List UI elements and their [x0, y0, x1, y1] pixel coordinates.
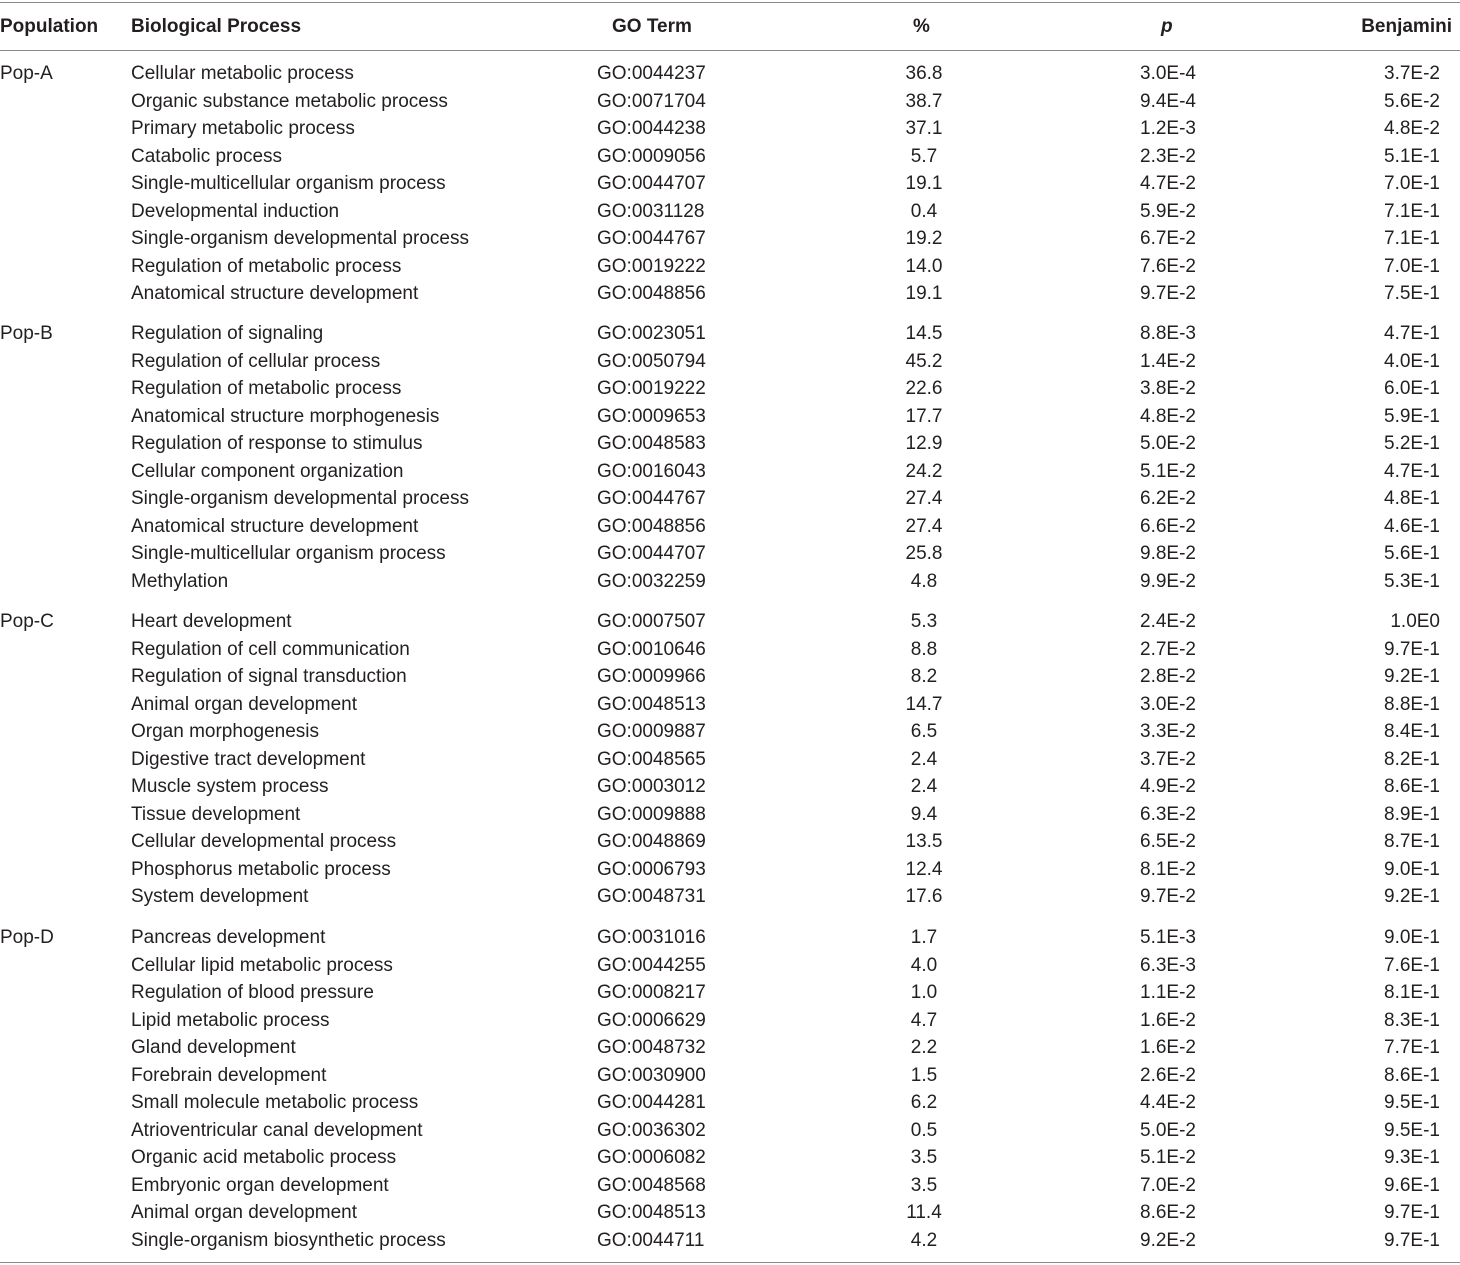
- benjamini-cell: 4.8E-2: [1384, 118, 1440, 139]
- benjamini-cell: 8.6E-1: [1384, 776, 1440, 797]
- table-row: [0, 718, 1460, 746]
- percent-cell: 27.4: [905, 515, 943, 537]
- header-biological-process: Biological Process: [131, 16, 302, 37]
- go-term-cell: GO:0007507: [597, 611, 706, 632]
- go-term-cell: GO:0023051: [597, 323, 706, 344]
- p-value-cell: 8.6E-2: [1140, 1202, 1196, 1223]
- go-term-cell: GO:0009966: [597, 666, 706, 687]
- go-term-cell: GO:0048583: [597, 433, 706, 454]
- benjamini-cell: 7.1E-1: [1384, 228, 1440, 249]
- go-term-cell: GO:0048565: [597, 748, 706, 770]
- table-row: [0, 115, 1460, 143]
- percent-cell: 14.7: [905, 693, 943, 715]
- benjamini-cell: 9.5E-1: [1384, 1092, 1440, 1113]
- biological-process-cell: Regulation of blood pressure: [131, 982, 374, 1003]
- percent-cell: 0.4: [910, 200, 938, 222]
- p-value-cell: 6.3E-2: [1140, 803, 1196, 825]
- biological-process-cell: Anatomical structure morphogenesis: [131, 405, 440, 427]
- p-value-cell: 3.8E-2: [1140, 378, 1196, 399]
- benjamini-cell: 9.5E-1: [1384, 1119, 1440, 1141]
- biological-process-cell: Cellular metabolic process: [131, 63, 354, 84]
- table-row: [0, 691, 1460, 719]
- population-group: [0, 924, 1460, 1254]
- p-value-cell: 3.7E-2: [1140, 748, 1196, 770]
- table-row: [0, 253, 1460, 281]
- table-row: [0, 348, 1460, 376]
- percent-cell: 1.7: [910, 927, 938, 948]
- go-term-cell: GO:0048731: [597, 886, 706, 907]
- table-row: [0, 60, 1460, 88]
- benjamini-cell: 5.6E-2: [1384, 90, 1440, 112]
- population-cell: Pop-B: [0, 323, 53, 344]
- percent-cell: 11.4: [906, 1202, 942, 1223]
- p-value-cell: 1.2E-3: [1140, 118, 1196, 139]
- percent-cell: 38.7: [905, 90, 943, 112]
- p-value-cell: 4.8E-2: [1140, 405, 1196, 427]
- p-value-cell: 6.5E-2: [1140, 831, 1196, 852]
- percent-cell: 8.8: [910, 638, 938, 660]
- table-row: [0, 458, 1460, 486]
- table-row: [0, 143, 1460, 171]
- biological-process-cell: Animal organ development: [131, 693, 358, 715]
- biological-process-cell: Digestive tract development: [131, 748, 366, 770]
- go-term-cell: GO:0016043: [597, 460, 706, 482]
- population-cell: Pop-A: [0, 63, 53, 84]
- benjamini-cell: 7.0E-1: [1384, 255, 1440, 277]
- percent-cell: 4.2: [910, 1229, 938, 1251]
- benjamini-cell: 8.2E-1: [1384, 748, 1440, 770]
- percent-cell: 5.3: [910, 611, 938, 632]
- benjamini-cell: 3.7E-2: [1384, 63, 1440, 84]
- percent-cell: 17.7: [905, 405, 943, 427]
- go-term-cell: GO:0048513: [597, 693, 706, 715]
- percent-cell: 14.5: [905, 323, 943, 344]
- header-benjamini: Benjamini: [1361, 16, 1452, 37]
- p-value-cell: 3.0E-4: [1140, 63, 1196, 84]
- p-value-cell: 1.1E-2: [1140, 982, 1196, 1003]
- percent-cell: 0.5: [910, 1119, 938, 1141]
- go-term-cell: GO:0009056: [597, 145, 706, 167]
- p-value-cell: 2.6E-2: [1140, 1064, 1196, 1086]
- table-row: [0, 225, 1460, 253]
- population-cell: Pop-C: [0, 611, 54, 632]
- percent-cell: 6.2: [910, 1092, 938, 1113]
- population-group: [0, 320, 1460, 595]
- biological-process-cell: Organic substance metabolic process: [131, 90, 448, 112]
- benjamini-cell: 7.5E-1: [1384, 283, 1440, 304]
- biological-process-cell: Organ morphogenesis: [131, 721, 319, 742]
- percent-cell: 12.4: [905, 858, 943, 880]
- table-bottom-rule: [0, 1262, 1460, 1263]
- p-value-cell: 5.9E-2: [1140, 200, 1196, 222]
- percent-cell: 4.7: [910, 1009, 938, 1031]
- go-term-cell: GO:0019222: [597, 378, 706, 399]
- go-term-cell: GO:0071704: [597, 90, 706, 112]
- biological-process-cell: Anatomical structure development: [131, 283, 419, 304]
- biological-process-cell: Single-organism developmental process: [131, 488, 469, 509]
- table-row: [0, 746, 1460, 774]
- go-term-cell: GO:0031128: [597, 200, 705, 222]
- benjamini-cell: 9.2E-1: [1384, 886, 1440, 907]
- percent-cell: 1.0: [910, 982, 938, 1003]
- table-row: [0, 773, 1460, 801]
- biological-process-cell: Phosphorus metabolic process: [131, 858, 391, 880]
- go-term-cell: GO:0048513: [597, 1202, 706, 1223]
- go-term-cell: GO:0044707: [597, 543, 706, 564]
- percent-cell: 6.5: [910, 721, 938, 742]
- go-term-cell: GO:0048732: [597, 1037, 706, 1058]
- biological-process-cell: Atrioventricular canal development: [131, 1119, 423, 1141]
- biological-process-cell: Embryonic organ development: [131, 1174, 389, 1196]
- biological-process-cell: Cellular component organization: [131, 460, 404, 482]
- go-term-cell: GO:0048869: [597, 831, 706, 852]
- percent-cell: 13.5: [905, 831, 943, 852]
- benjamini-cell: 8.7E-1: [1384, 831, 1440, 852]
- benjamini-cell: 8.9E-1: [1384, 803, 1440, 825]
- benjamini-cell: 9.0E-1: [1384, 927, 1440, 948]
- go-term-cell: GO:0008217: [597, 982, 706, 1003]
- table-row: [0, 485, 1460, 513]
- p-value-cell: 3.3E-2: [1140, 721, 1196, 742]
- percent-cell: 12.9: [905, 433, 943, 454]
- table-row: [0, 88, 1460, 116]
- table-row: [0, 1199, 1460, 1227]
- benjamini-cell: 6.0E-1: [1384, 378, 1440, 399]
- biological-process-cell: Regulation of metabolic process: [131, 255, 402, 277]
- benjamini-cell: 4.7E-1: [1384, 460, 1440, 482]
- p-value-cell: 9.9E-2: [1140, 570, 1196, 592]
- go-term-cell: GO:0031016: [597, 927, 706, 948]
- table-row: [0, 403, 1460, 431]
- p-value-cell: 6.7E-2: [1140, 228, 1196, 249]
- benjamini-cell: 8.3E-1: [1384, 1009, 1440, 1031]
- benjamini-cell: 5.3E-1: [1384, 570, 1440, 592]
- go-term-cell: GO:0009888: [597, 803, 706, 825]
- percent-cell: 5.7: [910, 145, 938, 167]
- go-term-cell: GO:0044711: [597, 1229, 705, 1251]
- percent-cell: 9.4: [910, 803, 938, 825]
- benjamini-cell: 8.8E-1: [1384, 693, 1440, 715]
- p-value-cell: 8.1E-2: [1140, 858, 1196, 880]
- biological-process-cell: Regulation of cell communication: [131, 638, 410, 660]
- table-row: [0, 568, 1460, 596]
- benjamini-cell: 5.1E-1: [1384, 145, 1440, 167]
- header-rule: [0, 50, 1460, 51]
- table-row: [0, 513, 1460, 541]
- biological-process-cell: Gland development: [131, 1037, 296, 1058]
- percent-cell: 8.2: [910, 666, 938, 687]
- table-row: [0, 1089, 1460, 1117]
- table-row: [0, 663, 1460, 691]
- biological-process-cell: Pancreas development: [131, 927, 326, 948]
- p-value-cell: 9.7E-2: [1140, 283, 1196, 304]
- biological-process-cell: Primary metabolic process: [131, 118, 355, 139]
- p-value-cell: 2.7E-2: [1140, 638, 1196, 660]
- percent-cell: 37.1: [905, 118, 943, 139]
- table-row: [0, 430, 1460, 458]
- biological-process-cell: Forebrain development: [131, 1064, 327, 1086]
- p-value-cell: 9.7E-2: [1140, 886, 1196, 907]
- biological-process-cell: Regulation of metabolic process: [131, 378, 402, 399]
- p-value-cell: 9.2E-2: [1140, 1229, 1196, 1251]
- biological-process-cell: Single-multicellular organism process: [131, 543, 446, 564]
- table-row: [0, 170, 1460, 198]
- table-row: [0, 979, 1460, 1007]
- table-row: [0, 320, 1460, 348]
- benjamini-cell: 1.0E0: [1390, 611, 1440, 632]
- p-value-cell: 5.1E-3: [1140, 927, 1196, 948]
- p-value-cell: 1.4E-2: [1140, 350, 1196, 372]
- go-term-cell: GO:0019222: [597, 255, 706, 277]
- biological-process-cell: Catabolic process: [131, 145, 283, 167]
- go-term-cell: GO:0006629: [597, 1009, 706, 1031]
- table-row: [0, 636, 1460, 664]
- go-term-cell: GO:0030900: [597, 1064, 706, 1086]
- table-row: [0, 375, 1460, 403]
- table-row: [0, 856, 1460, 884]
- biological-process-cell: Regulation of cellular process: [131, 350, 381, 372]
- benjamini-cell: 4.7E-1: [1384, 323, 1440, 344]
- go-term-cell: GO:0003012: [597, 776, 706, 797]
- benjamini-cell: 5.9E-1: [1384, 405, 1440, 427]
- benjamini-cell: 7.1E-1: [1384, 200, 1440, 222]
- benjamini-cell: 8.1E-1: [1384, 982, 1440, 1003]
- biological-process-cell: Single-organism biosynthetic process: [131, 1229, 446, 1251]
- p-value-cell: 1.6E-2: [1140, 1037, 1196, 1058]
- benjamini-cell: 5.6E-1: [1384, 543, 1440, 564]
- go-term-cell: GO:0044255: [597, 954, 706, 976]
- table-row: [0, 1227, 1460, 1255]
- biological-process-cell: Tissue development: [131, 803, 301, 825]
- biological-process-cell: Anatomical structure development: [131, 515, 419, 537]
- benjamini-cell: 7.7E-1: [1384, 1037, 1440, 1058]
- benjamini-cell: 5.2E-1: [1384, 433, 1440, 454]
- go-term-cell: GO:0032259: [597, 570, 706, 592]
- table-row: [0, 924, 1460, 952]
- percent-cell: 1.5: [910, 1064, 938, 1086]
- benjamini-cell: 4.8E-1: [1384, 488, 1440, 509]
- biological-process-cell: Single-organism developmental process: [131, 228, 469, 249]
- table-row: [0, 280, 1460, 308]
- p-value-cell: 5.0E-2: [1140, 1119, 1196, 1141]
- go-term-cell: GO:0009653: [597, 405, 706, 427]
- p-value-cell: 8.8E-3: [1140, 323, 1196, 344]
- p-value-cell: 5.1E-2: [1140, 1147, 1196, 1168]
- percent-cell: 4.8: [910, 570, 938, 592]
- biological-process-cell: System development: [131, 886, 309, 907]
- table-row: [0, 1034, 1460, 1062]
- p-value-cell: 2.8E-2: [1140, 666, 1196, 687]
- table-row: [0, 1172, 1460, 1200]
- biological-process-cell: Small molecule metabolic process: [131, 1092, 419, 1113]
- benjamini-cell: 9.7E-1: [1384, 1202, 1440, 1223]
- population-group: [0, 60, 1460, 308]
- p-value-cell: 7.6E-2: [1140, 255, 1196, 277]
- biological-process-cell: Methylation: [131, 570, 229, 592]
- table-row: [0, 952, 1460, 980]
- go-term-cell: GO:0036302: [597, 1119, 706, 1141]
- biological-process-cell: Developmental induction: [131, 200, 340, 222]
- percent-cell: 4.0: [910, 954, 938, 976]
- percent-cell: 36.8: [905, 63, 943, 84]
- header-go-term: GO Term: [612, 16, 692, 37]
- table-row: [0, 801, 1460, 829]
- p-value-cell: 4.9E-2: [1140, 776, 1196, 797]
- percent-cell: 2.2: [910, 1037, 938, 1058]
- benjamini-cell: 9.3E-1: [1384, 1147, 1440, 1168]
- go-term-cell: GO:0010646: [597, 638, 706, 660]
- biological-process-cell: Organic acid metabolic process: [131, 1147, 397, 1168]
- table-row: [0, 540, 1460, 568]
- percent-cell: 2.4: [910, 748, 938, 770]
- go-term-cell: GO:0044767: [597, 488, 706, 509]
- p-value-cell: 1.6E-2: [1140, 1009, 1196, 1031]
- table-row: [0, 1117, 1460, 1145]
- go-term-cell: GO:0050794: [597, 350, 706, 372]
- table-row: [0, 1062, 1460, 1090]
- p-value-cell: 4.7E-2: [1140, 173, 1196, 194]
- benjamini-cell: 4.6E-1: [1384, 515, 1440, 537]
- table-row: [0, 828, 1460, 856]
- percent-cell: 19.1: [905, 283, 943, 304]
- table-row: [0, 608, 1460, 636]
- percent-cell: 2.4: [910, 776, 938, 797]
- go-term-cell: GO:0006793: [597, 858, 706, 880]
- biological-process-cell: Animal organ development: [131, 1202, 358, 1223]
- biological-process-cell: Lipid metabolic process: [131, 1009, 330, 1031]
- percent-cell: 19.2: [905, 228, 943, 249]
- benjamini-cell: 9.7E-1: [1384, 638, 1440, 660]
- p-value-cell: 6.3E-3: [1140, 954, 1196, 976]
- percent-cell: 3.5: [910, 1174, 938, 1196]
- go-term-cell: GO:0044767: [597, 228, 706, 249]
- biological-process-cell: Regulation of signal transduction: [131, 666, 407, 687]
- benjamini-cell: 9.7E-1: [1384, 1229, 1440, 1251]
- percent-cell: 17.6: [905, 886, 943, 907]
- population-group: [0, 608, 1460, 911]
- percent-cell: 19.1: [905, 173, 943, 194]
- p-value-cell: 2.3E-2: [1140, 145, 1196, 167]
- biological-process-cell: Cellular lipid metabolic process: [131, 954, 393, 976]
- p-value-cell: 9.8E-2: [1140, 543, 1196, 564]
- biological-process-cell: Cellular developmental process: [131, 831, 397, 852]
- benjamini-cell: 9.6E-1: [1384, 1174, 1440, 1196]
- p-value-cell: 5.1E-2: [1140, 460, 1196, 482]
- biological-process-cell: Regulation of response to stimulus: [131, 433, 423, 454]
- table-row: [0, 198, 1460, 226]
- population-cell: Pop-D: [0, 927, 54, 948]
- percent-cell: 24.2: [905, 460, 943, 482]
- benjamini-cell: 9.0E-1: [1384, 858, 1440, 880]
- benjamini-cell: 7.0E-1: [1384, 173, 1440, 194]
- header-percent: %: [913, 16, 930, 37]
- benjamini-cell: 8.4E-1: [1384, 721, 1440, 742]
- go-term-cell: GO:0044237: [597, 63, 706, 84]
- go-term-cell: GO:0048568: [597, 1174, 706, 1196]
- go-term-cell: GO:0044707: [597, 173, 706, 194]
- table-header: [0, 3, 1460, 50]
- benjamini-cell: 4.0E-1: [1384, 350, 1440, 372]
- go-term-cell: GO:0048856: [597, 283, 706, 304]
- table-row: [0, 1144, 1460, 1172]
- p-value-cell: 7.0E-2: [1140, 1174, 1196, 1196]
- percent-cell: 45.2: [905, 350, 943, 372]
- percent-cell: 27.4: [905, 488, 943, 509]
- benjamini-cell: 9.2E-1: [1384, 666, 1440, 687]
- percent-cell: 3.5: [910, 1147, 938, 1168]
- go-term-cell: GO:0044238: [597, 118, 706, 139]
- percent-cell: 25.8: [905, 543, 943, 564]
- go-term-cell: GO:0048856: [597, 515, 706, 537]
- header-population: Population: [0, 16, 99, 37]
- percent-cell: 14.0: [905, 255, 943, 277]
- p-value-cell: 4.4E-2: [1140, 1092, 1196, 1113]
- p-value-cell: 3.0E-2: [1140, 693, 1196, 715]
- p-value-cell: 9.4E-4: [1140, 90, 1196, 112]
- table-row: [0, 883, 1460, 911]
- go-term-cell: GO:0044281: [597, 1092, 706, 1113]
- biological-process-cell: Single-multicellular organism process: [131, 173, 446, 194]
- p-value-cell: 6.2E-2: [1140, 488, 1196, 509]
- biological-process-cell: Regulation of signaling: [131, 323, 324, 344]
- go-term-cell: GO:0009887: [597, 721, 706, 742]
- benjamini-cell: 7.6E-1: [1384, 954, 1440, 976]
- table-row: [0, 1007, 1460, 1035]
- p-value-cell: 5.0E-2: [1140, 433, 1196, 454]
- percent-cell: 22.6: [905, 378, 943, 399]
- benjamini-cell: 8.6E-1: [1384, 1064, 1440, 1086]
- go-term-cell: GO:0006082: [597, 1147, 706, 1168]
- biological-process-cell: Heart development: [131, 611, 292, 632]
- table-body: [0, 60, 1460, 1254]
- header-p-value: p: [1161, 16, 1173, 37]
- p-value-cell: 2.4E-2: [1140, 611, 1196, 632]
- p-value-cell: 6.6E-2: [1140, 515, 1196, 537]
- biological-process-cell: Muscle system process: [131, 776, 329, 797]
